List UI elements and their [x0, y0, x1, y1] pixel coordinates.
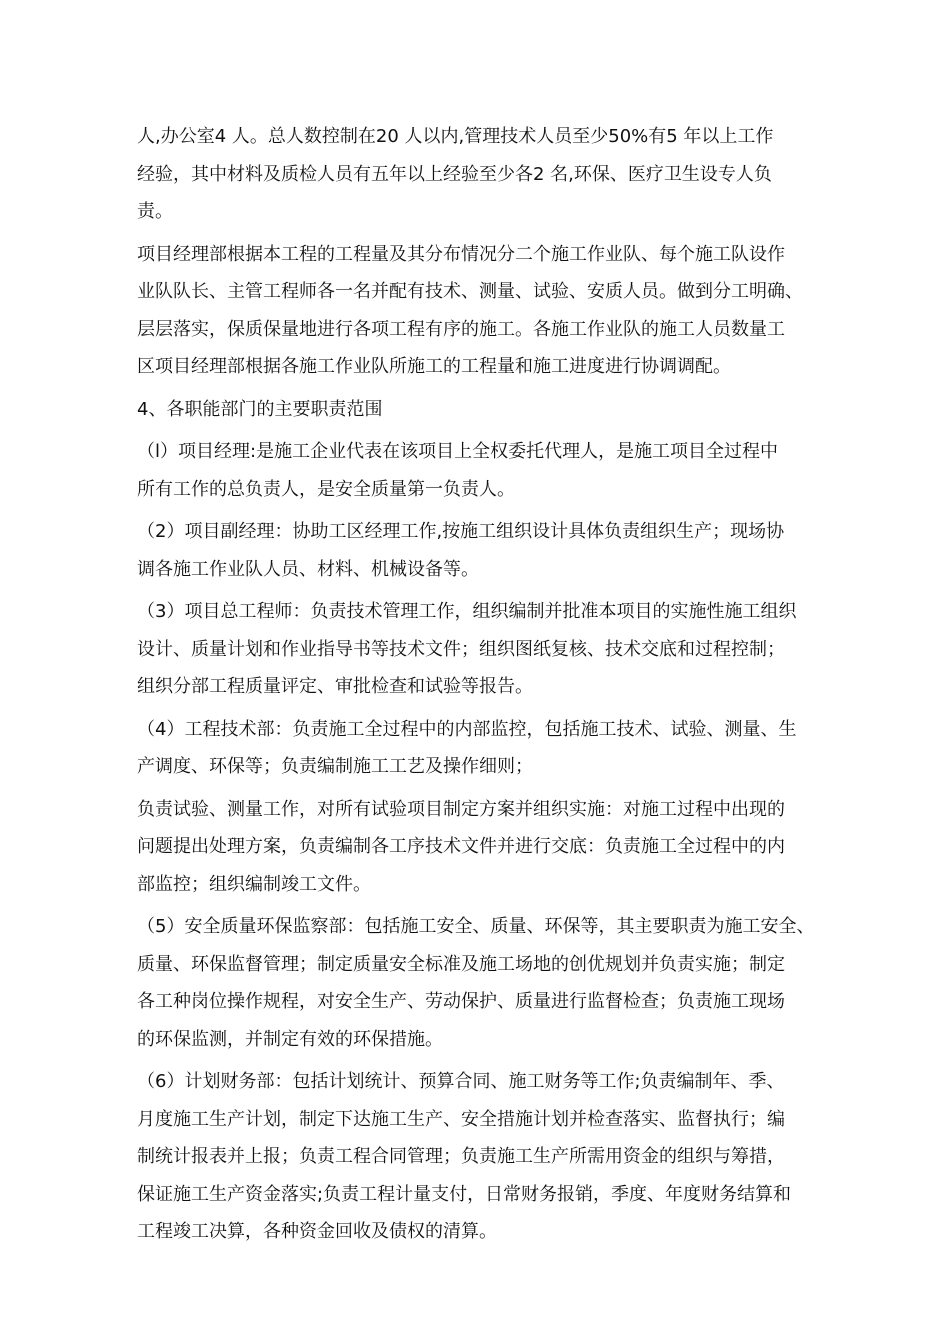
- text-line: 月度施工生产计划，制定下达施工生产、安全措施计划并检查落实、监督执行；编: [137, 1108, 785, 1130]
- text-line: （6）计划财务部：包括计划统计、预算合同、施工财务等工作;负责编制年、季、: [137, 1071, 785, 1092]
- text-line: 工程竣工决算，各种资金回收及债权的清算。: [137, 1221, 497, 1242]
- text-line: 4、各职能部门的主要职责范围: [137, 398, 383, 420]
- text-line: 人,办公室4 人。总人数控制在20 人以内,管理技术人员至少50%有5 年以上工作: [137, 126, 774, 147]
- text-line: 经验，其中材料及质检人员有五年以上经验至少各2 名,环保、医疗卫生设专人负: [137, 163, 772, 185]
- document-body: [137, 118, 843, 1256]
- text-line: 调各施工作业队人员、材料、机械设备等。: [137, 558, 479, 580]
- paragraph: [137, 118, 843, 231]
- text-line: 区项目经理部根据各施工作业队所施工的工程量和施工进度进行协调调配。: [137, 356, 731, 377]
- paragraph: [137, 513, 843, 588]
- text-line: 层层落实，保质保量地进行各项工程有序的施工。各施工作业队的施工人员数量工: [137, 318, 785, 340]
- text-line: （4）工程技术部：负责施工全过程中的内部监控，包括施工技术、试验、测量、生: [137, 718, 797, 740]
- paragraph: [137, 236, 843, 386]
- text-line: （3）项目总工程师：负责技术管理工作，组织编制并批准本项目的实施性施工组织: [137, 601, 797, 622]
- paragraph: [137, 791, 843, 904]
- text-line: 项目经理部根据本工程的工程量及其分布情况分二个施工作业队、每个施工队设作: [137, 243, 785, 265]
- text-line: （2）项目副经理：协助工区经理工作,按施工组织设计具体负责组织生产；现场协: [137, 521, 785, 542]
- text-line: 的环保监测，并制定有效的环保措施。: [137, 1028, 443, 1050]
- text-line: （5）安全质量环保监察部：包括施工安全、质量、环保等，其主要职责为施工安全、: [137, 916, 815, 937]
- paragraph: [137, 433, 843, 508]
- paragraph: [137, 1063, 843, 1251]
- text-line: 质量、环保监督管理；制定质量安全标准及施工场地的创优规划并负责实施；制定: [137, 953, 785, 975]
- paragraph: [137, 908, 843, 1058]
- text-line: 负责试验、测量工作，对所有试验项目制定方案并组织实施：对施工过程中出现的: [137, 798, 785, 820]
- text-line: 责。: [137, 201, 173, 222]
- text-line: 产调度、环保等；负责编制施工工艺及操作细则；: [137, 756, 533, 777]
- text-line: （l）项目经理:是施工企业代表在该项目上全权委托代理人，是施工项目全过程中: [137, 441, 779, 462]
- paragraph: [137, 593, 843, 706]
- text-line: 业队队长、主管工程师各一名并配有技术、测量、试验、安质人员。做到分工明确、: [137, 281, 803, 302]
- text-line: 制统计报表并上报；负责工程合同管理；负责施工生产所需用资金的组织与筹措，: [137, 1146, 785, 1167]
- text-line: 保证施工生产资金落实;负责工程计量支付，日常财务报销，季度、年度财务结算和: [137, 1183, 792, 1205]
- paragraph: [137, 711, 843, 786]
- text-line: 问题提出处理方案，负责编制各工序技术文件并进行交底：负责施工全过程中的内: [137, 836, 785, 857]
- text-line: 部监控；组织编制竣工文件。: [137, 873, 371, 895]
- text-line: 各工种岗位操作规程，对安全生产、劳动保护、质量进行监督检查；负责施工现场: [137, 991, 785, 1012]
- text-line: 所有工作的总负责人，是安全质量第一负责人。: [137, 478, 515, 500]
- text-line: 组织分部工程质量评定、审批检查和试验等报告。: [137, 676, 533, 697]
- paragraph: [137, 391, 843, 429]
- text-line: 设计、质量计划和作业指导书等技术文件；组织图纸复核、技术交底和过程控制；: [137, 638, 785, 660]
